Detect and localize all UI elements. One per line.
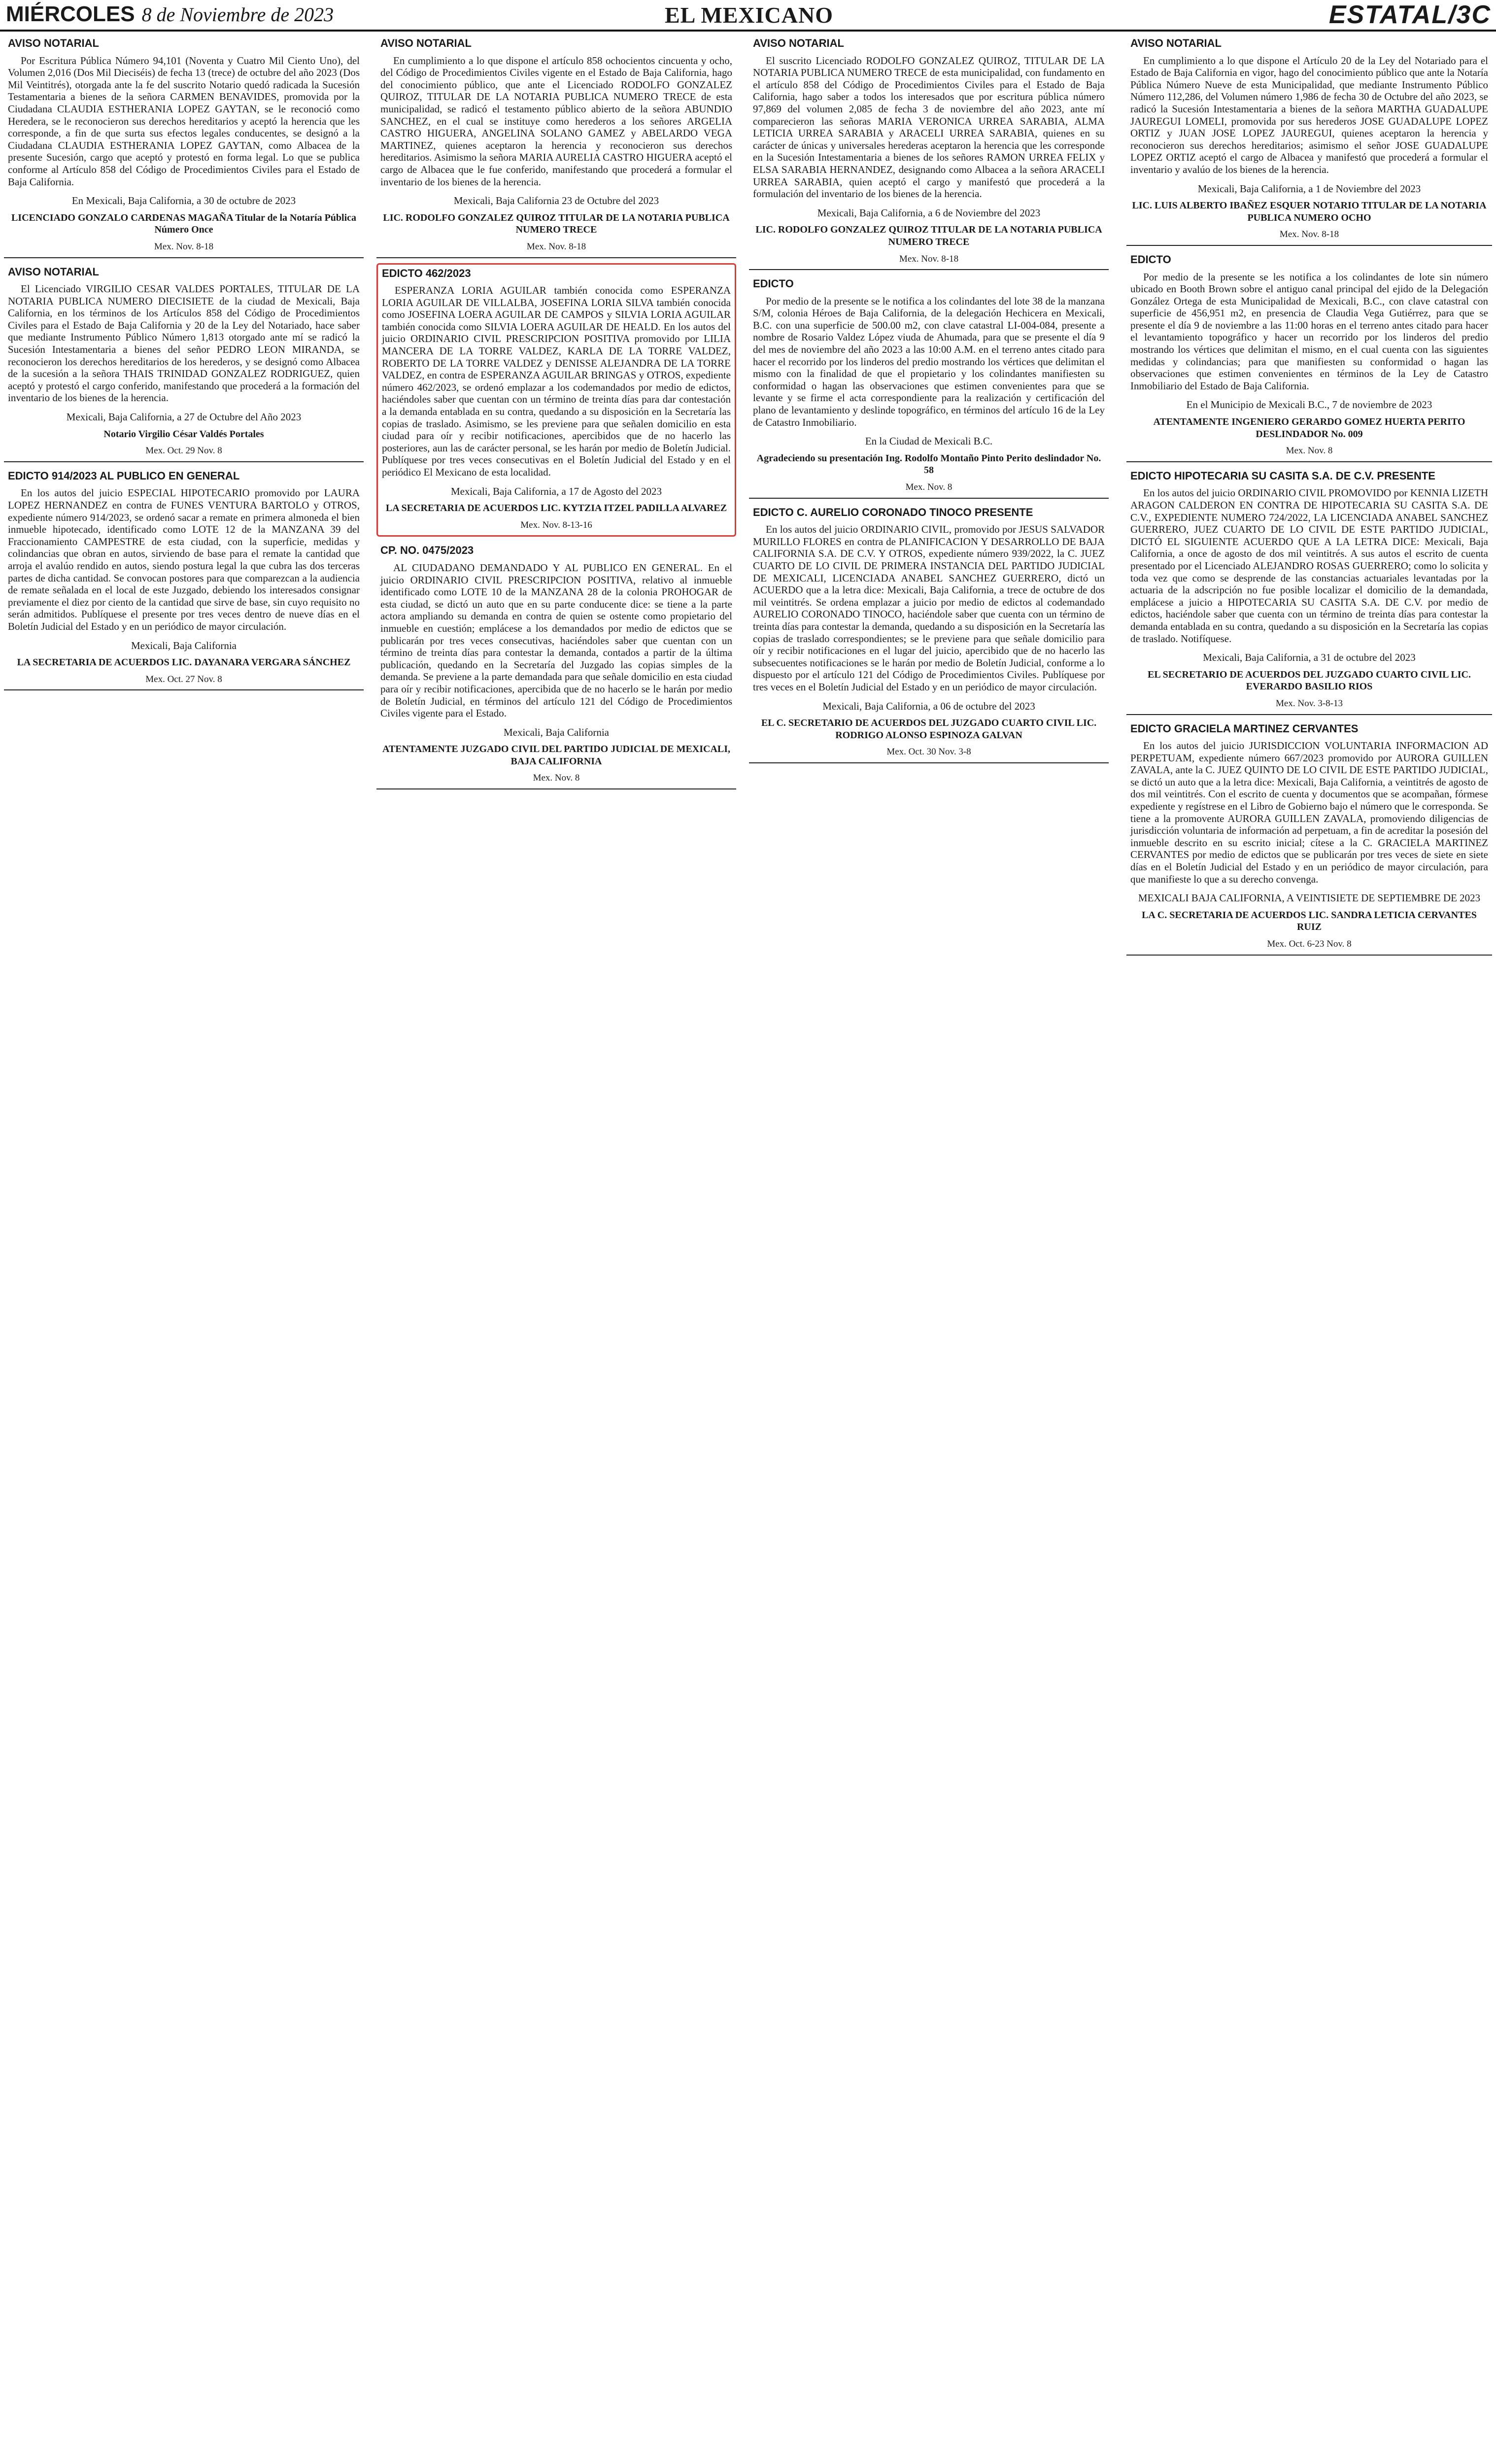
section-folio: ESTATAL/3C [1328,0,1491,29]
notice-signature: LIC. RODOLFO GONZALEZ QUIROZ TITULAR DE LA NOTARIA PUBLICA NUMERO TRECE [755,224,1102,247]
notice-place-date: En el Municipio de Mexicali B.C., 7 de noviembre de 2023 [1186,399,1432,411]
notice-body: Por Escritura Pública Número 94,101 (Noventa y Cuatro Mil Ciento Uno), del Volumen 2,016 (Dos Mil Dieciséis) de fecha 13 (trece) de octubre del año 2023 (Dos Mil Veintitrés), otorgada ante la fe del suscrito Notario quedó radicada la Sucesión Testamentaria a bienes de la señora CARMEN BENAVIDES, promovida por la Ciudadana CLAUDIA ESTHERANIA LOPEZ GAYTAN, se le reconoció como Heredera, se le reconocieron sus derechos hereditarios y aceptó la herencia que les corresponde, a fin de que surta sus efectos legales conducentes, se designó a la Ciudadana CLAUDIA ESTHERANIA LOPEZ GAYTAN, como Albacea de la presente Sucesión, cargo que aceptó y protestó en forma legal. Lo que se publica conforme al Artículo 858 del Código de Procedimientos Civiles para el Estado de Baja California. [8,54,360,188]
legal-notice [376,263,736,537]
notice-place-date: Mexicali, Baja California 23 de Octubre del 2023 [453,195,659,207]
notice-signature: EL SECRETARIO DE ACUERDOS DEL JUZGADO CUARTO CIVIL LIC. EVERARDO BASILIO RIOS [1148,669,1471,692]
column-3 [749,34,1109,2464]
notice-signature: LIC. LUIS ALBERTO IBAÑEZ ESQUER NOTARIO TITULAR DE LA NOTARIA PUBLICA NUMERO OCHO [1132,200,1487,223]
notice-body: El suscrito Licenciado RODOLFO GONZALEZ QUIROZ, TITULAR DE LA NOTARIA PUBLICA NUMERO TRECE de esta municipalidad, con fundamento en el artículo 858 del Código de Procedimientos Civiles para el Estado de Baja California, hago saber a todos los interesados que por escritura pública número 97,869 del volumen 2,085 de fecha 3 de noviembre del año 2023, ante mí comparecieron las señoras MARIA VERONICA URREA SARABIA, ALMA LETICIA URREA SARABIA y ARACELI URREA SARABIA, quienes en su carácter de únicas y universales herederas aceptaron la herencia que les corresponde en la Sucesión Intestamentaria a bienes de los señores RAMON URREA FELIX y ELSA SARABIA HERNANDEZ, designando como Albacea a la señora ARACELI URREA SARABIA, quien aceptó el cargo y manifestó que procederá a la formulación del inventario de los bienes de la herencia. [753,54,1105,200]
notice-signature: Agradeciendo su presentación Ing. Rodolfo Montaño Pinto Perito deslindador No. 58 [756,452,1101,476]
notice-header: EDICTO C. AURELIO CORONADO TINOCO PRESENTE [753,506,1033,518]
notice-place-date: Mexicali, Baja California, a 1 de Noviembre del 2023 [1197,182,1421,195]
notice-signature: ATENTAMENTE JUZGADO CIVIL DEL PARTIDO JUDICIAL DE MEXICALI, BAJA CALIFORNIA [382,744,731,767]
notice-place-date: Mexicali, Baja California [131,639,237,651]
notice-publication-dates: Mex. Nov. 8-18 [154,241,214,252]
issue-date [6,2,334,27]
legal-notice [4,467,364,691]
notice-body: Por medio de la presente se les notifica a los colindantes de lote sin número ubicado en Booth Brown sobre el antiguo canal principal del ejido de la Delegación González Ortega de esta Municipalidad de Mexicali, B.C., con clave catastral con superficie de 456,951 m2, en presencia de Claudia Vega Gutiérrez, para que se presente el día 9 de noviembre a las 11:00 horas en el terreno antes citado para hacer el levantamiento topográfico y hacer un recorrido por los linderos del predio mostrando los vértices que delimitan el mismo, en el cual cuenta con las siguientes medidas y colindancias; para que manifiesten su conformidad o hagan las observaciones que estimen convenientes en términos de la Ley de Catastro Inmobiliario del Estado de Baja California. [1130,271,1488,392]
masthead [0,0,1496,32]
notice-header: AVISO NOTARIAL [753,37,844,49]
weekday: MIÉRCOLES [6,2,135,26]
notice-publication-dates: Mex. Oct. 30 Nov. 3-8 [886,747,971,757]
notice-body: Por medio de la presente se le notifica a los colindantes del lote 38 de la manzana S/M, colonia Héroes de Baja California, de la delegación Hechicera en Mexicali, B.C. con una superficie de 500.00 m2, con clave catastral LI-004-084, presente a nombre de Rosario Valdez López viuda de Ahumada, para que se presente el día 9 del mes de noviembre del año 2023 a las 10:00 A.M. en el terreno antes citado para hacer el recorrido por los linderos del predio mostrando los vértices que delimitan el mismo con la finalidad de que el propietario y los colindantes manifiesten su conformidad o hagan las observaciones que estimen convenientes para que se levante y se firme el acta correspondiente para la realización y certificación del plano de levantamiento y deslinde topográfico, en términos del artículo 16 de la Ley de Catastro Inmobiliario. [753,295,1105,428]
notice-publication-dates: Mex. Oct. 27 Nov. 8 [145,674,222,684]
notice-signature: LA SECRETARIA DE ACUERDOS LIC. DAYANARA VERGARA SÁNCHEZ [17,657,351,668]
notice-publication-dates: Mex. Nov. 8 [533,773,580,784]
notice-place-date: Mexicali, Baja California [503,726,609,738]
legal-notice [1126,251,1492,462]
notice-body: ESPERANZA LORIA AGUILAR también conocida como ESPERANZA LORIA AGUILAR DE VILLALBA, JOSEFINA LORIA SILVA también conocida como JOSEFINA LOERA AGUILAR DE CAMPOS y SILVIA LORIA AGUILAR también conocida como SILVIA LOERA AGUILAR DE HEALD. En los autos del juicio ORDINARIO CIVIL PRESCRIPCION POSITIVA promovido por LILIA MANCERA DE LA TORRE VALDEZ, KARLA DE LA TORRE VALDEZ, ROBERTO DE LA TORRE VALDEZ y DENISSE ALEJANDRA DE LA TORRE VALDEZ, en contra de ESPERANZA AGUILAR BRINGAS y OTROS, expediente número 462/2023, se ordenó emplazar a los codemandados por medio de edictos, haciéndoles saber que cuentan con un término de treinta días para dar contestación a la demanda entablada en su contra, quedando a su disposición en la Secretaría las copias de traslado. Asimismo, se les previene para que señalen domicilio en esta ciudad para oír y recibir notificaciones, apercibidos que de no hacerlo las posteriores, aun las de carácter personal, se les harán por medio de Boletín Judicial. Publíquese por tres veces consecutivas en el Boletín Judicial del Estado y en el periódico El Mexicano de esta localidad. [382,284,731,478]
notice-body: En cumplimiento a lo que dispone el Artículo 20 de la Ley del Notariado para el Estado de Baja California en vigor, hago del conocimiento público que ante la Notaría Pública Número Nueve de esta Municipalidad, que mediante Instrumento Público Número 112,286, del Volumen número 1,986 de fecha 30 de Octubre del año 2023, se radicó la Sucesión Intestamentaria a bienes de la señora MARTHA GUADALUPE JAUREGUI LOMELI, promovida por sus herederos JOSE GUADALUPE LOPEZ ORTIZ y JUAN JOSE LOPEZ JAUREGUI, quienes aceptaron la herencia y reconocieron sus derechos hereditarios; asimismo el señor JOSE GUADALUPE LOPEZ ORTIZ aceptó el cargo de Albacea y manifestó que procederá a formular el inventario y avalúo de los bienes de la herencia. [1130,54,1488,175]
notice-header: EDICTO GRACIELA MARTINEZ CERVANTES [1130,722,1359,735]
legal-notice [376,34,736,258]
legal-notice [1126,720,1492,956]
notice-signature: LA SECRETARIA DE ACUERDOS LIC. KYTZIA ITZEL PADILLA ALVAREZ [385,503,727,514]
notice-body: En los autos del juicio ESPECIAL HIPOTECARIO promovido por LAURA LOPEZ HERNANDEZ en contra de FUNES VENTURA BARTOLO y OTROS, expediente número 914/2023, se ordenó sacar a remate en primera almoneda el bien inmueble hipotecado, identificado como LOTE 12 de la MANZANA 39 del Fraccionamiento CAMPESTRE de esta ciudad, con la superficie, medidas y colindancias que obran en autos, sirviendo de base para el remate la cantidad que arroja el avalúo rendido en autos, siendo postura legal la que cubra las dos terceras partes de dicha cantidad. Se convocan postores para que comparezcan a la audiencia de remate señalada en el local de este Juzgado, debiendo los interesados consignar previamente el diez por ciento de la cantidad que sirve de base, sin cuyo requisito no serán admitidos. Publíquese el presente por tres veces dentro de nueve días en el Boletín Judicial del Estado y en un periódico de mayor circulación. [8,487,360,632]
column-1 [4,34,364,2464]
legal-notice [4,263,364,462]
notice-publication-dates: Mex. Nov. 8-13-16 [520,519,592,530]
notice-signature: Notario Virgilio César Valdés Portales [103,428,264,440]
notice-publication-dates: Mex. Nov. 8 [905,482,952,492]
notice-body: En los autos del juicio ORDINARIO CIVIL PROMOVIDO por KENNIA LIZETH ARAGON CALDERON EN CONTRA DE HIPOTECARIA SU CASITA S.A. DE C.V., EXPEDIENTE NUMERO 724/2022, LA LICENCIADA ANABEL SANCHEZ GUERRERO, JUEZ CUARTO DE LO CIVIL DE ESTE PARTIDO JUDICIAL, DICTÓ EL SIGUIENTE ACUERDO QUE A LA LETRA DICE: Mexicali, Baja California, a once de agosto de dos mil veintitrés. A sus autos el escrito de cuenta presentado por el Licenciado ALEJANDRO ROSAS GUERRERO; como lo solicita y toda vez que como se desprende de las constancias actuariales levantadas por la actuaria de la adscripción no fue posible localizar el domicilio de la demandada, emplácese a juicio a HIPOTECARIA SU CASITA S.A. DE C.V. por medio de edictos, haciéndole saber que cuenta con un término de treinta días para contestar la demanda entablada en su contra, quedando a su disposición en la Secretaría las copias de traslado. Notifíquese. [1130,487,1488,645]
notice-place-date: En Mexicali, Baja California, a 30 de octubre de 2023 [71,195,296,207]
legal-notice [1126,34,1492,246]
date: 8 de Noviembre de 2023 [141,3,334,26]
notice-place-date: Mexicali, Baja California, a 17 de Agosto del 2023 [450,485,662,497]
notice-signature: LIC. RODOLFO GONZALEZ QUIROZ TITULAR DE LA NOTARIA PUBLICA NUMERO TRECE [383,212,730,236]
notice-header: EDICTO 462/2023 [382,267,471,279]
notice-body: El Licenciado VIRGILIO CESAR VALDES PORTALES, TITULAR DE LA NOTARIA PUBLICA NUMERO DIECISIETE de la ciudad de Mexicali, Baja California, en los términos de los Artículos 858 del Código de Procedimientos Civiles para el Estado de Baja California y 20 de la Ley del Notariado, hace saber que mediante Instrumento Público Número 1,813 otorgado ante mí se radicó la Sucesión Intestamentaria a bienes del señor PEDRO LEON MIRANDA, se reconocieron los derechos hereditarios de los herederos, y se designó como Albacea de la sucesión a la señora THAIS TRINIDAD GONZALEZ RODRIGUEZ, quien aceptó y protestó el cargo conferido, manifestando que procederá a la formación del inventario de los bienes de la herencia. [8,283,360,404]
notice-header: EDICTO 914/2023 AL PUBLICO EN GENERAL [8,469,240,482]
notice-publication-dates: Mex. Oct. 29 Nov. 8 [145,445,222,456]
notice-signature: EL C. SECRETARIO DE ACUERDOS DEL JUZGADO CUARTO CIVIL LIC. RODRIGO ALONSO ESPINOZA GALVAN [761,718,1097,741]
notice-header: EDICTO [753,277,794,290]
notice-header: CP. NO. 0475/2023 [380,544,474,557]
notice-publication-dates: Mex. Nov. 8 [1286,445,1333,456]
column-4 [1126,34,1492,2464]
notice-header: AVISO NOTARIAL [380,37,472,49]
notice-body: En los autos del juicio JURISDICCION VOLUNTARIA INFORMACION AD PERPETUAM, expediente número 667/2023 promovido por AURORA GUILLEN ZAVALA, ante la C. JUEZ QUINTO DE LO CIVIL DE ESTE PARTIDO JUDICIAL, se dictó un auto que a la letra dice: Mexicali, Baja California, a veintitrés de agosto de dos mil veintitrés. Con el escrito de cuenta y documentos que se acompañan, fórmese expediente y regístrese en el Libro de Gobierno bajo el número que le corresponda. Se tiene a la promovente AURORA GUILLEN ZAVALA, promoviendo diligencias de jurisdicción voluntaria de información ad perpetuam, a fin de acreditar la posesión del inmueble descrito en su escrito inicial; cítese a la C. GRACIELA MARTINEZ CERVANTES por medio de edictos que se publicarán por tres veces de siete en siete días en el Boletín Judicial del Estado y en un periódico de mayor circulación, para que manifieste lo que a su derecho convenga. [1130,740,1488,885]
notice-place-date: Mexicali, Baja California, a 27 de Octubre del Año 2023 [66,411,302,423]
column-2 [376,34,736,2464]
notice-header: AVISO NOTARIAL [8,37,99,49]
notice-place-date: MEXICALI BAJA CALIFORNIA, A VEINTISIETE DE SEPTIEMBRE DE 2023 [1138,892,1481,904]
notice-publication-dates: Mex. Nov. 8-18 [899,253,959,264]
notice-signature: ATENTAMENTE INGENIERO GERARDO GOMEZ HUERTA PERITO DESLINDADOR No. 009 [1153,416,1465,440]
notice-body: En los autos del juicio ORDINARIO CIVIL, promovido por JESUS SALVADOR MURILLO FLORES en contra de PLANIFICACION Y DESARROLLO DE BAJA CALIFORNIA S.A. DE C.V. Y OTROS, expediente número 939/2022, la C. JUEZ CUARTO DE LO CIVIL DE PRIMERA INSTANCIA DEL PARTIDO JUDICIAL DE MEXICALI, LICENCIADA ANABEL SANCHEZ GUERRERO, dictó un ACUERDO que a la letra dice: Mexicali, Baja California, a trece de octubre de dos mil veintitrés. Se ordena emplazar a juicio por medio de edictos al codemandado AURELIO CORONADO TINOCO, haciéndole saber que cuenta con un término de treinta días para contestar la demanda, quedando a su disposición en la Secretaría las copias de traslado correspondientes; se le previene para que señale domicilio para oír y recibir notificaciones en el lugar del juicio, apercibido que de no hacerlo las subsecuentes notificaciones se le harán por medio de Boletín Judicial, conforme a lo dispuesto por el artículo 121 del Código de Procedimientos Civiles. Publíquese por tres veces en el Boletín Judicial del Estado y en un periódico de mayor circulación. [753,523,1105,693]
notice-body: En cumplimiento a lo que dispone el artículo 858 ochocientos cincuenta y ocho, del Código de Procedimientos Civiles vigente en el Estado de Baja California, hago del conocimiento público, que ante el Licenciado RODOLFO GONZALEZ QUIROZ, TITULAR DE LA NOTARIA PUBLICA NUMERO TRECE de esta municipalidad, se radicó el testamento público abierto de la señora ABUNDIO SANCHEZ, en el cual se instituye como herederos a los señores ARGELIA CASTRO HIGUERA, ANGELINA SOLANO GAMEZ y ABELARDO VEGA MARTINEZ, quienes aceptaron la herencia y reconocieron sus derechos hereditarios. Asimismo la señora MARIA AURELIA CASTRO HIGUERA aceptó el cargo de Albacea que le fue conferido, manifestando que procederá a formular el inventario de los bienes de la herencia. [380,54,732,188]
legal-notice [749,34,1109,270]
notice-publication-dates: Mex. Oct. 6-23 Nov. 8 [1267,939,1352,949]
legal-notice [749,275,1109,499]
notice-publication-dates: Mex. Nov. 8-18 [1279,229,1339,240]
notice-signature: LICENCIADO GONZALO CARDENAS MAGAÑA Titular de la Notaría Pública Número Once [11,212,357,236]
newspaper-title: EL MEXICANO [665,2,833,28]
notice-header: EDICTO [1130,253,1171,266]
notice-header: AVISO NOTARIAL [1130,37,1222,49]
notice-place-date: En la Ciudad de Mexicali B.C. [865,435,993,447]
notice-place-date: Mexicali, Baja California, a 06 de octubre del 2023 [822,700,1035,712]
notice-body: AL CIUDADANO DEMANDADO Y AL PUBLICO EN GENERAL. En el juicio ORDINARIO CIVIL PRESCRIPCION POSITIVA, relativo al inmueble identificado como LOTE 10 de la MANZANA 28 de la colonia PROHOGAR de esta ciudad, se dictó un auto que en su parte conducente dice: se tiene a la parte actora ampliando su demanda en contra de quien se ostente como propietario del inmueble en cuestión; emplácese a los demandados por medio de edictos que se publicarán por tres veces consecutivas, haciéndoles saber que cuentan con un término de treinta días para contestar la demanda, contados a partir de la última publicación, quedando en la Secretaría del Juzgado las copias simples de la demanda. Se previene a la parte demandada para que señale domicilio en esta ciudad para oír y recibir notificaciones, apercibida que de no hacerlo se le harán por medio de Boletín Judicial, en términos del artículo 121 del Código de Procedimientos Civiles vigente para el Estado. [380,561,732,719]
legal-notice [376,542,736,789]
notice-header: EDICTO HIPOTECARIA SU CASITA S.A. DE C.V. PRESENTE [1130,469,1435,482]
notice-publication-dates: Mex. Nov. 3-8-13 [1276,698,1343,709]
notice-signature: LA C. SECRETARIA DE ACUERDOS LIC. SANDRA LETICIA CERVANTES RUIZ [1142,909,1477,933]
notice-publication-dates: Mex. Nov. 8-18 [526,241,586,252]
notice-place-date: Mexicali, Baja California, a 31 de octubre del 2023 [1203,651,1416,664]
legal-notice [749,504,1109,763]
legal-notice [1126,467,1492,715]
legal-notice [4,34,364,258]
notice-header: AVISO NOTARIAL [8,265,99,278]
notice-place-date: Mexicali, Baja California, a 6 de Noviembre del 2023 [817,206,1041,219]
